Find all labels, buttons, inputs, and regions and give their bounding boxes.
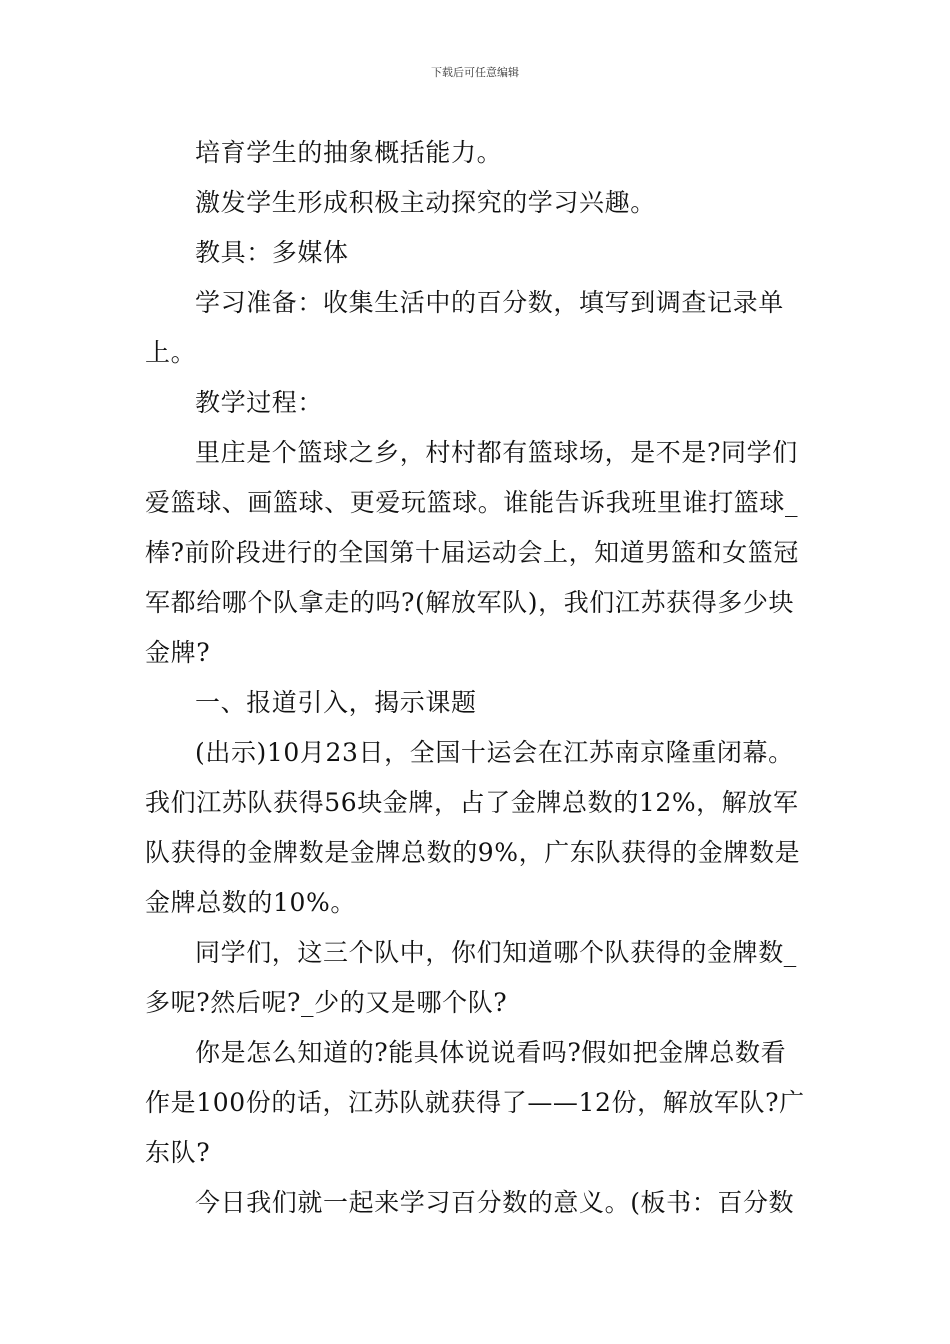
paragraph-objective-abstraction: 培育学生的抽象概括能力。 bbox=[195, 138, 503, 167]
paragraph-basketball-intro: 里庄是个篮球之乡，村村都有篮球场，是不是?同学们爱篮球、画篮球、更爱玩篮球。谁能告诉我班里谁打篮球_棒?前阶段进行的全国第十届运动会上，知道男篮和女篮冠军都给哪个队拿走的吗?(解放军队)，我们江苏获得多少块金牌? bbox=[145, 438, 800, 667]
paragraph-objective-interest: 激发学生形成积极主动探究的学习兴趣。 bbox=[195, 188, 656, 217]
paragraph-preparation: 学习准备：收集生活中的百分数，填写到调查记录单上。 bbox=[145, 288, 784, 367]
paragraph-question-most: 同学们，这三个队中，你们知道哪个队获得的金牌数_多呢?然后呢?_少的又是哪个队? bbox=[145, 938, 797, 1017]
paragraph-process-heading: 教学过程： bbox=[195, 388, 324, 417]
paragraph-topic-intro: 今日我们就一起来学习百分数的意义。(板书：百分数 bbox=[195, 1188, 795, 1217]
paragraph-section-one-heading: 一、报道引入，揭示课题 bbox=[195, 688, 477, 717]
page-header-note: 下载后可任意编辑 bbox=[431, 66, 519, 79]
paragraph-teaching-aids: 教具：多媒体 bbox=[195, 238, 349, 267]
paragraph-games-report: (出示)10月23日，全国十运会在江苏南京隆重闭幕。我们江苏队获得56块金牌，占了金牌总数的12%，解放军队获得的金牌数是金牌总数的9%，广东队获得的金牌数是金牌总数的10%。 bbox=[145, 738, 801, 917]
paragraph-explanation: 你是怎么知道的?能具体说说看吗?假如把金牌总数看作是100份的话，江苏队就获得了——12份，解放军队?广东队? bbox=[145, 1038, 805, 1167]
document-body bbox=[145, 128, 810, 1228]
